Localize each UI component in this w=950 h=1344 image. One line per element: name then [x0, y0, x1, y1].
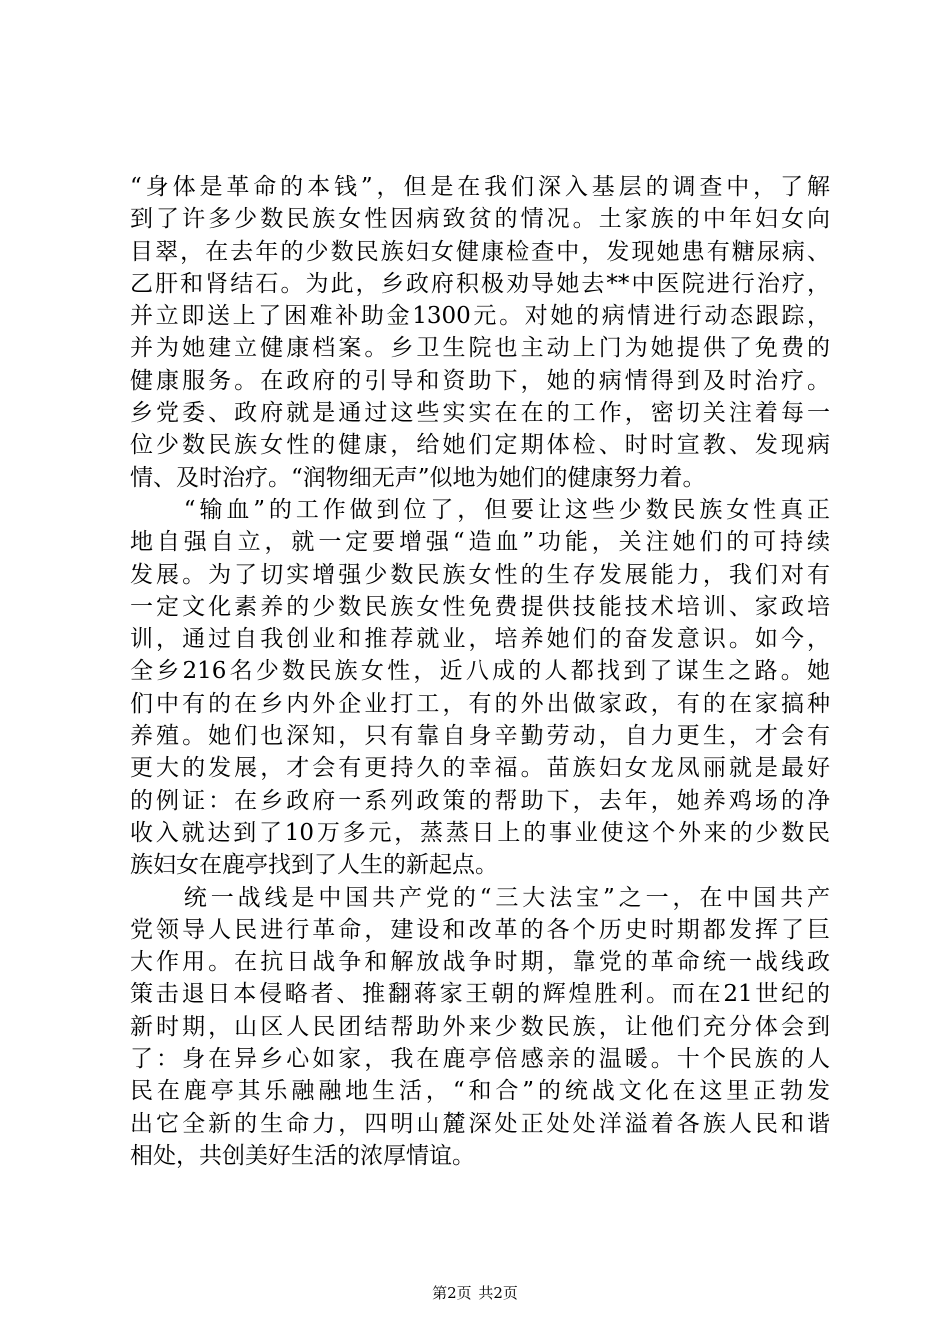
text-line: “身体是革命的本钱”，但是在我们深入基层的调查中，了解 — [130, 174, 830, 200]
text-line: 统一战线是中国共产党的“三大法宝”之一，在中国共产 — [130, 884, 830, 911]
text-line: 大作用。在抗日战争和解放战争时期，靠党的革命统一战线政 — [130, 949, 830, 976]
text-line: 的例证：在乡政府一系列政策的帮助下，去年，她养鸡场的净 — [130, 787, 830, 814]
text-line: “输血”的工作做到位了，但要让这些少数民族女性真正 — [130, 496, 830, 523]
text-line: 乡党委、政府就是通过这些实实在在的工作，密切关注着每一 — [130, 400, 830, 427]
text-line: 一定文化素养的少数民族女性免费提供技能技术培训、家政培 — [130, 593, 830, 620]
text-line: 全乡216名少数民族女性，近八成的人都找到了谋生之路。她 — [130, 658, 830, 685]
text-line: 党领导人民进行革命，建设和改革的各个历史时期都发挥了巨 — [130, 916, 830, 943]
text-line: 训，通过自我创业和推荐就业，培养她们的奋发意识。如今， — [130, 626, 830, 653]
text-line: 族妇女在鹿亭找到了人生的新起点。 — [130, 852, 498, 879]
text-line: 并立即送上了困难补助金1300元。对她的病情进行动态跟踪， — [130, 303, 830, 330]
text-line: 发展。为了切实增强少数民族女性的生存发展能力，我们对有 — [130, 561, 830, 588]
text-line: 健康服务。在政府的引导和资助下，她的病情得到及时治疗。 — [130, 367, 830, 394]
text-line: 相处，共创美好生活的浓厚情谊。 — [130, 1142, 475, 1169]
text-line: 地自强自立，就一定要增强“造血”功能，关注她们的可持续 — [130, 529, 830, 556]
page-number: 第2页 — [432, 1284, 472, 1302]
text-line: 收入就达到了10万多元，蒸蒸日上的事业使这个外来的少数民 — [130, 819, 830, 846]
page-total: 共2页 — [478, 1284, 518, 1302]
text-line: 目翠，在去年的少数民族妇女健康检查中，发现她患有糖尿病、 — [130, 238, 830, 265]
text-line: 策击退日本侵略者、推翻蒋家王朝的辉煌胜利。而在21世纪的 — [130, 981, 830, 1008]
text-line: 乙肝和肾结石。为此，乡政府积极劝导她去**中医院进行治疗， — [130, 270, 830, 297]
text-line: 新时期，山区人民团结帮助外来少数民族，让他们充分体会到 — [130, 1013, 830, 1040]
text-line: 养殖。她们也深知，只有靠自身辛勤劳动，自力更生，才会有 — [130, 723, 830, 750]
text-line: 位少数民族女性的健康，给她们定期体检、时时宣教、发现病 — [130, 432, 830, 459]
text-line: 民在鹿亭其乐融融地生活，“和合”的统战文化在这里正勃发 — [130, 1078, 830, 1105]
body-text — [130, 171, 830, 1172]
text-line: 到了许多少数民族女性因病致贫的情况。土家族的中年妇女向 — [130, 206, 830, 233]
text-line: 们中有的在乡内外企业打工，有的外出做家政，有的在家搞种 — [130, 690, 830, 717]
page-footer — [0, 1283, 950, 1303]
text-line: 了：身在异乡心如家，我在鹿亭倍感亲的温暖。十个民族的人 — [130, 1046, 830, 1073]
text-line: 并为她建立健康档案。乡卫生院也主动上门为她提供了免费的 — [130, 335, 830, 362]
text-line: 出它全新的生命力，四明山麓深处正处处洋溢着各族人民和谐 — [130, 1110, 830, 1137]
text-line: 更大的发展，才会有更持久的幸福。苗族妇女龙凤丽就是最好 — [130, 755, 830, 782]
text-line: 情、及时治疗。“润物细无声”似地为她们的健康努力着。 — [130, 464, 706, 491]
